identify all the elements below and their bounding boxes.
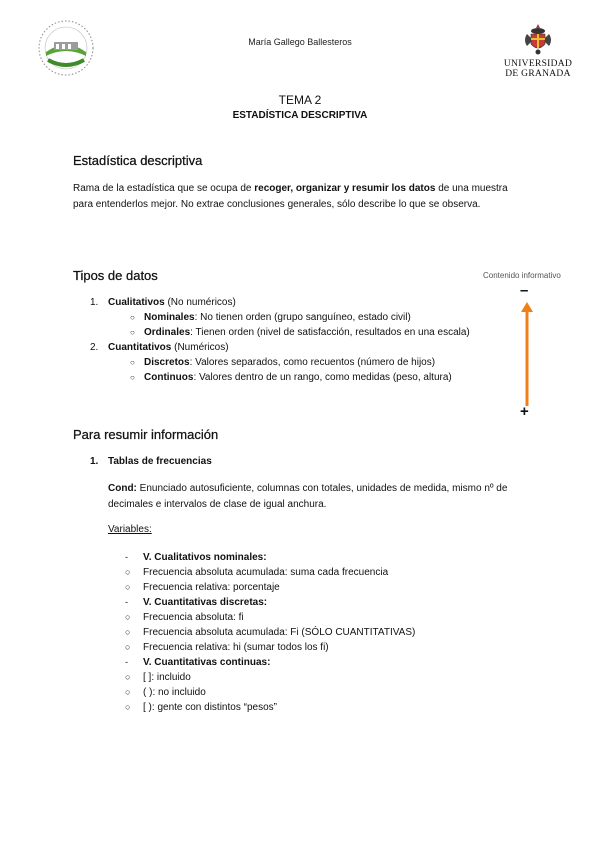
list-item — [130, 357, 435, 369]
list-item-text: : Valores dentro de un rango, como medidas (peso, altura) — [193, 372, 452, 383]
dash-bullet: - — [125, 552, 128, 562]
list-item-text: [ ): gente con distintos “pesos” — [143, 702, 277, 713]
plus-sign: + — [520, 403, 529, 420]
list-item — [130, 312, 411, 324]
bullet-icon: ○ — [130, 313, 135, 322]
bullet-icon: ○ — [130, 358, 135, 367]
bullet-icon: ○ — [130, 373, 135, 382]
list-item-text: (Numéricos) — [171, 342, 229, 353]
section-heading-data-types: Tipos de datos — [73, 268, 158, 283]
definition-paragraph — [73, 181, 528, 213]
university-name-line2: DE GRANADA — [505, 69, 571, 79]
list-item-text: Frecuencia absoluta: fi — [143, 612, 244, 623]
university-logo — [498, 22, 578, 88]
variable-group — [125, 551, 267, 564]
list-item-text: ( ): no incluido — [143, 687, 206, 698]
variable-group-title: V. Cuantitativas discretas: — [143, 597, 268, 608]
list-item — [125, 701, 277, 714]
section-heading-summarize: Para resumir información — [73, 427, 219, 442]
page-title: TEMA 2 — [278, 93, 322, 107]
vertical-arrow-icon — [517, 290, 537, 418]
variable-group — [125, 596, 267, 609]
bullet-icon: ○ — [125, 567, 131, 577]
list-item-text: Frecuencia absoluta acumulada: suma cada frecuencia — [143, 567, 389, 578]
list-item-bold: Cuantitativos — [108, 342, 172, 353]
variable-group-title: V. Cuantitativas continuas: — [143, 657, 271, 668]
list-item-text: : Valores separados, como recuentos (número de hijos) — [189, 357, 436, 368]
page-subtitle: ESTADÍSTICA DESCRIPTIVA — [232, 110, 368, 121]
variable-group — [125, 656, 270, 669]
list-number: 2. — [90, 342, 99, 353]
definition-text-bold: recoger, organizar y resumir los datos — [254, 183, 436, 194]
dash-bullet: - — [125, 597, 128, 607]
list-item — [125, 686, 206, 699]
list-item — [125, 626, 415, 639]
list-item — [130, 327, 470, 339]
conditions-text: Enunciado autosuficiente, columnas con totales, unidades de medida, mismo nº de decimales e intervalos de clase de igual anchura. — [108, 483, 508, 510]
list-item-text: (No numéricos) — [164, 297, 236, 308]
bullet-icon: ○ — [125, 687, 131, 697]
list-item — [90, 342, 229, 354]
list-item-text: [ ]: incluido — [143, 672, 191, 683]
list-item — [125, 671, 191, 684]
university-crest-icon — [521, 22, 555, 56]
list-item — [125, 611, 244, 624]
list-item — [125, 581, 280, 594]
university-name-line1: UNIVERSIDAD — [503, 59, 573, 69]
bullet-icon: ○ — [125, 672, 131, 682]
list-item — [125, 566, 388, 579]
list-item-bold: Discretos — [144, 357, 190, 368]
definition-text-pre: Rama de la estadística que se ocupa de — [73, 183, 255, 194]
bullet-icon: ○ — [125, 642, 131, 652]
list-item-bold: Cualitativos — [108, 297, 165, 308]
author-name: María Gallego Ballesteros — [248, 37, 352, 47]
list-item-text: : No tienen orden (grupo sanguíneo, estado civil) — [194, 312, 411, 323]
list-number: 1. — [90, 297, 99, 308]
list-item-text: Frecuencia relativa: hi (sumar todos los fi) — [143, 642, 329, 653]
variable-group-title: V. Cualitativos nominales: — [143, 552, 267, 563]
list-item-bold: Nominales — [144, 312, 195, 323]
list-item — [125, 641, 329, 654]
side-label: Contenido informativo — [483, 271, 561, 280]
bullet-icon: ○ — [125, 612, 131, 622]
list-number: 1. — [90, 456, 99, 467]
bullet-icon: ○ — [130, 328, 135, 337]
list-item-text: Frecuencia absoluta acumulada: Fi (SÓLO CUANTITATIVAS) — [143, 627, 416, 638]
list-item-bold: Ordinales — [144, 327, 191, 338]
dash-bullet: - — [125, 657, 128, 667]
subsection-heading — [90, 456, 212, 468]
list-item-text: Frecuencia relativa: porcentaje — [143, 582, 280, 593]
conditions-paragraph — [108, 481, 528, 513]
definition-text-post: de una muestra para entenderlos mejor. No extrae conclusiones generales, sólo describe lo que se observa. — [73, 183, 508, 210]
list-item — [130, 372, 452, 384]
subsection-title: Tablas de frecuencias — [108, 456, 212, 467]
conditions-label: Cond: — [108, 483, 137, 494]
list-item-text: : Tienen orden (nivel de satisfacción, resultados en una escala) — [190, 327, 470, 338]
list-item — [90, 297, 236, 309]
bullet-icon: ○ — [125, 627, 131, 637]
bullet-icon: ○ — [125, 702, 131, 712]
section-heading-descriptive: Estadística descriptiva — [73, 153, 203, 168]
bullet-icon: ○ — [125, 582, 131, 592]
minus-sign: – — [520, 282, 529, 299]
variables-label: Variables: — [108, 524, 152, 535]
faculty-logo — [36, 18, 96, 78]
list-item-bold: Continuos — [144, 372, 194, 383]
